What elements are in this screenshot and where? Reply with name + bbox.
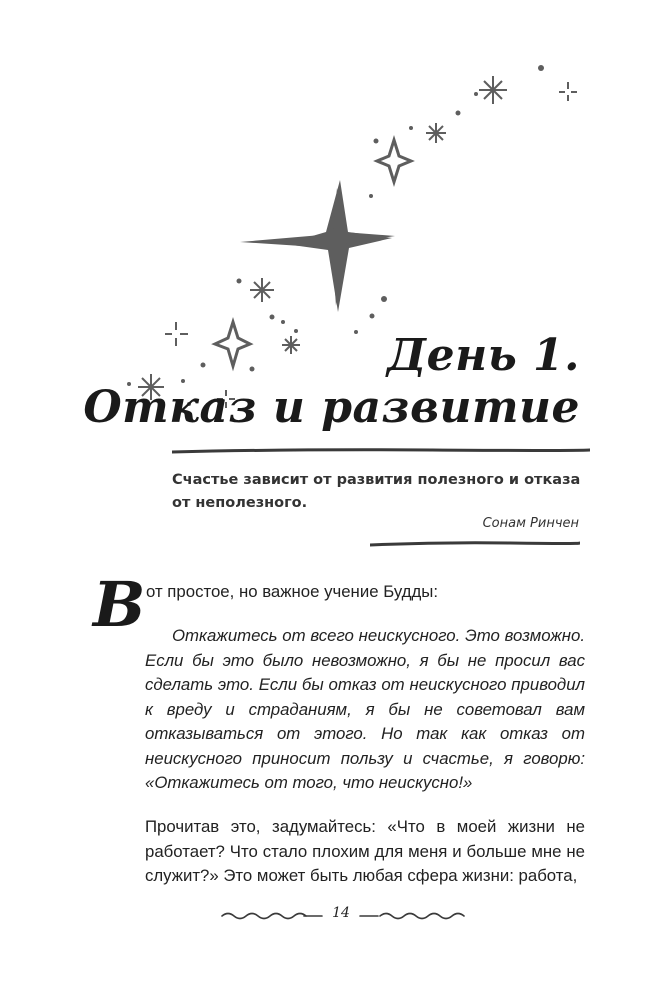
title-divider: [172, 448, 590, 454]
intro-line: от простое, но важное учение Будды:: [146, 582, 438, 601]
asterisk-star-icon: [282, 336, 300, 354]
drop-cap: В: [93, 568, 146, 641]
outline-star-icon: [215, 322, 250, 366]
asterisk-star-icon: [250, 278, 274, 302]
body-paragraph: Прочитав это, задумайтесь: «Что в моей жизни не работает? Что стало плохим для меня и больше мне не служит?» Это может быть любая сфера жизни: работа,: [145, 817, 585, 885]
outline-star-icon: [377, 140, 411, 182]
chapter-title-line2: Отказ и развитие: [83, 382, 580, 433]
epigraph-author: Сонам Ринчен: [482, 516, 579, 531]
asterisk-star-icon: [479, 76, 507, 104]
asterisk-star-icon: [426, 123, 446, 143]
chapter-title-line1: День 1.: [387, 330, 580, 381]
sparkle-icon: [165, 322, 188, 346]
buddha-quote: Откажитесь от всего неискусного. Это возможно. Если бы это было невозможно, я бы не просил вас сделать это. Если бы отказ от неискусного приводил к вреду и страданиям, я бы не советовал вам отказываться от этого. Но так как отказ от неискусного приносит пользу и счастье, я говорю: «Откажитесь от того, что неискусно!»: [145, 626, 585, 792]
page-number: 14: [332, 905, 350, 921]
sparkle-icon: [559, 82, 577, 101]
author-divider: [370, 541, 580, 547]
epigraph-text: Счастье зависит от развития полезного и отказа от неполезного.: [172, 472, 581, 511]
